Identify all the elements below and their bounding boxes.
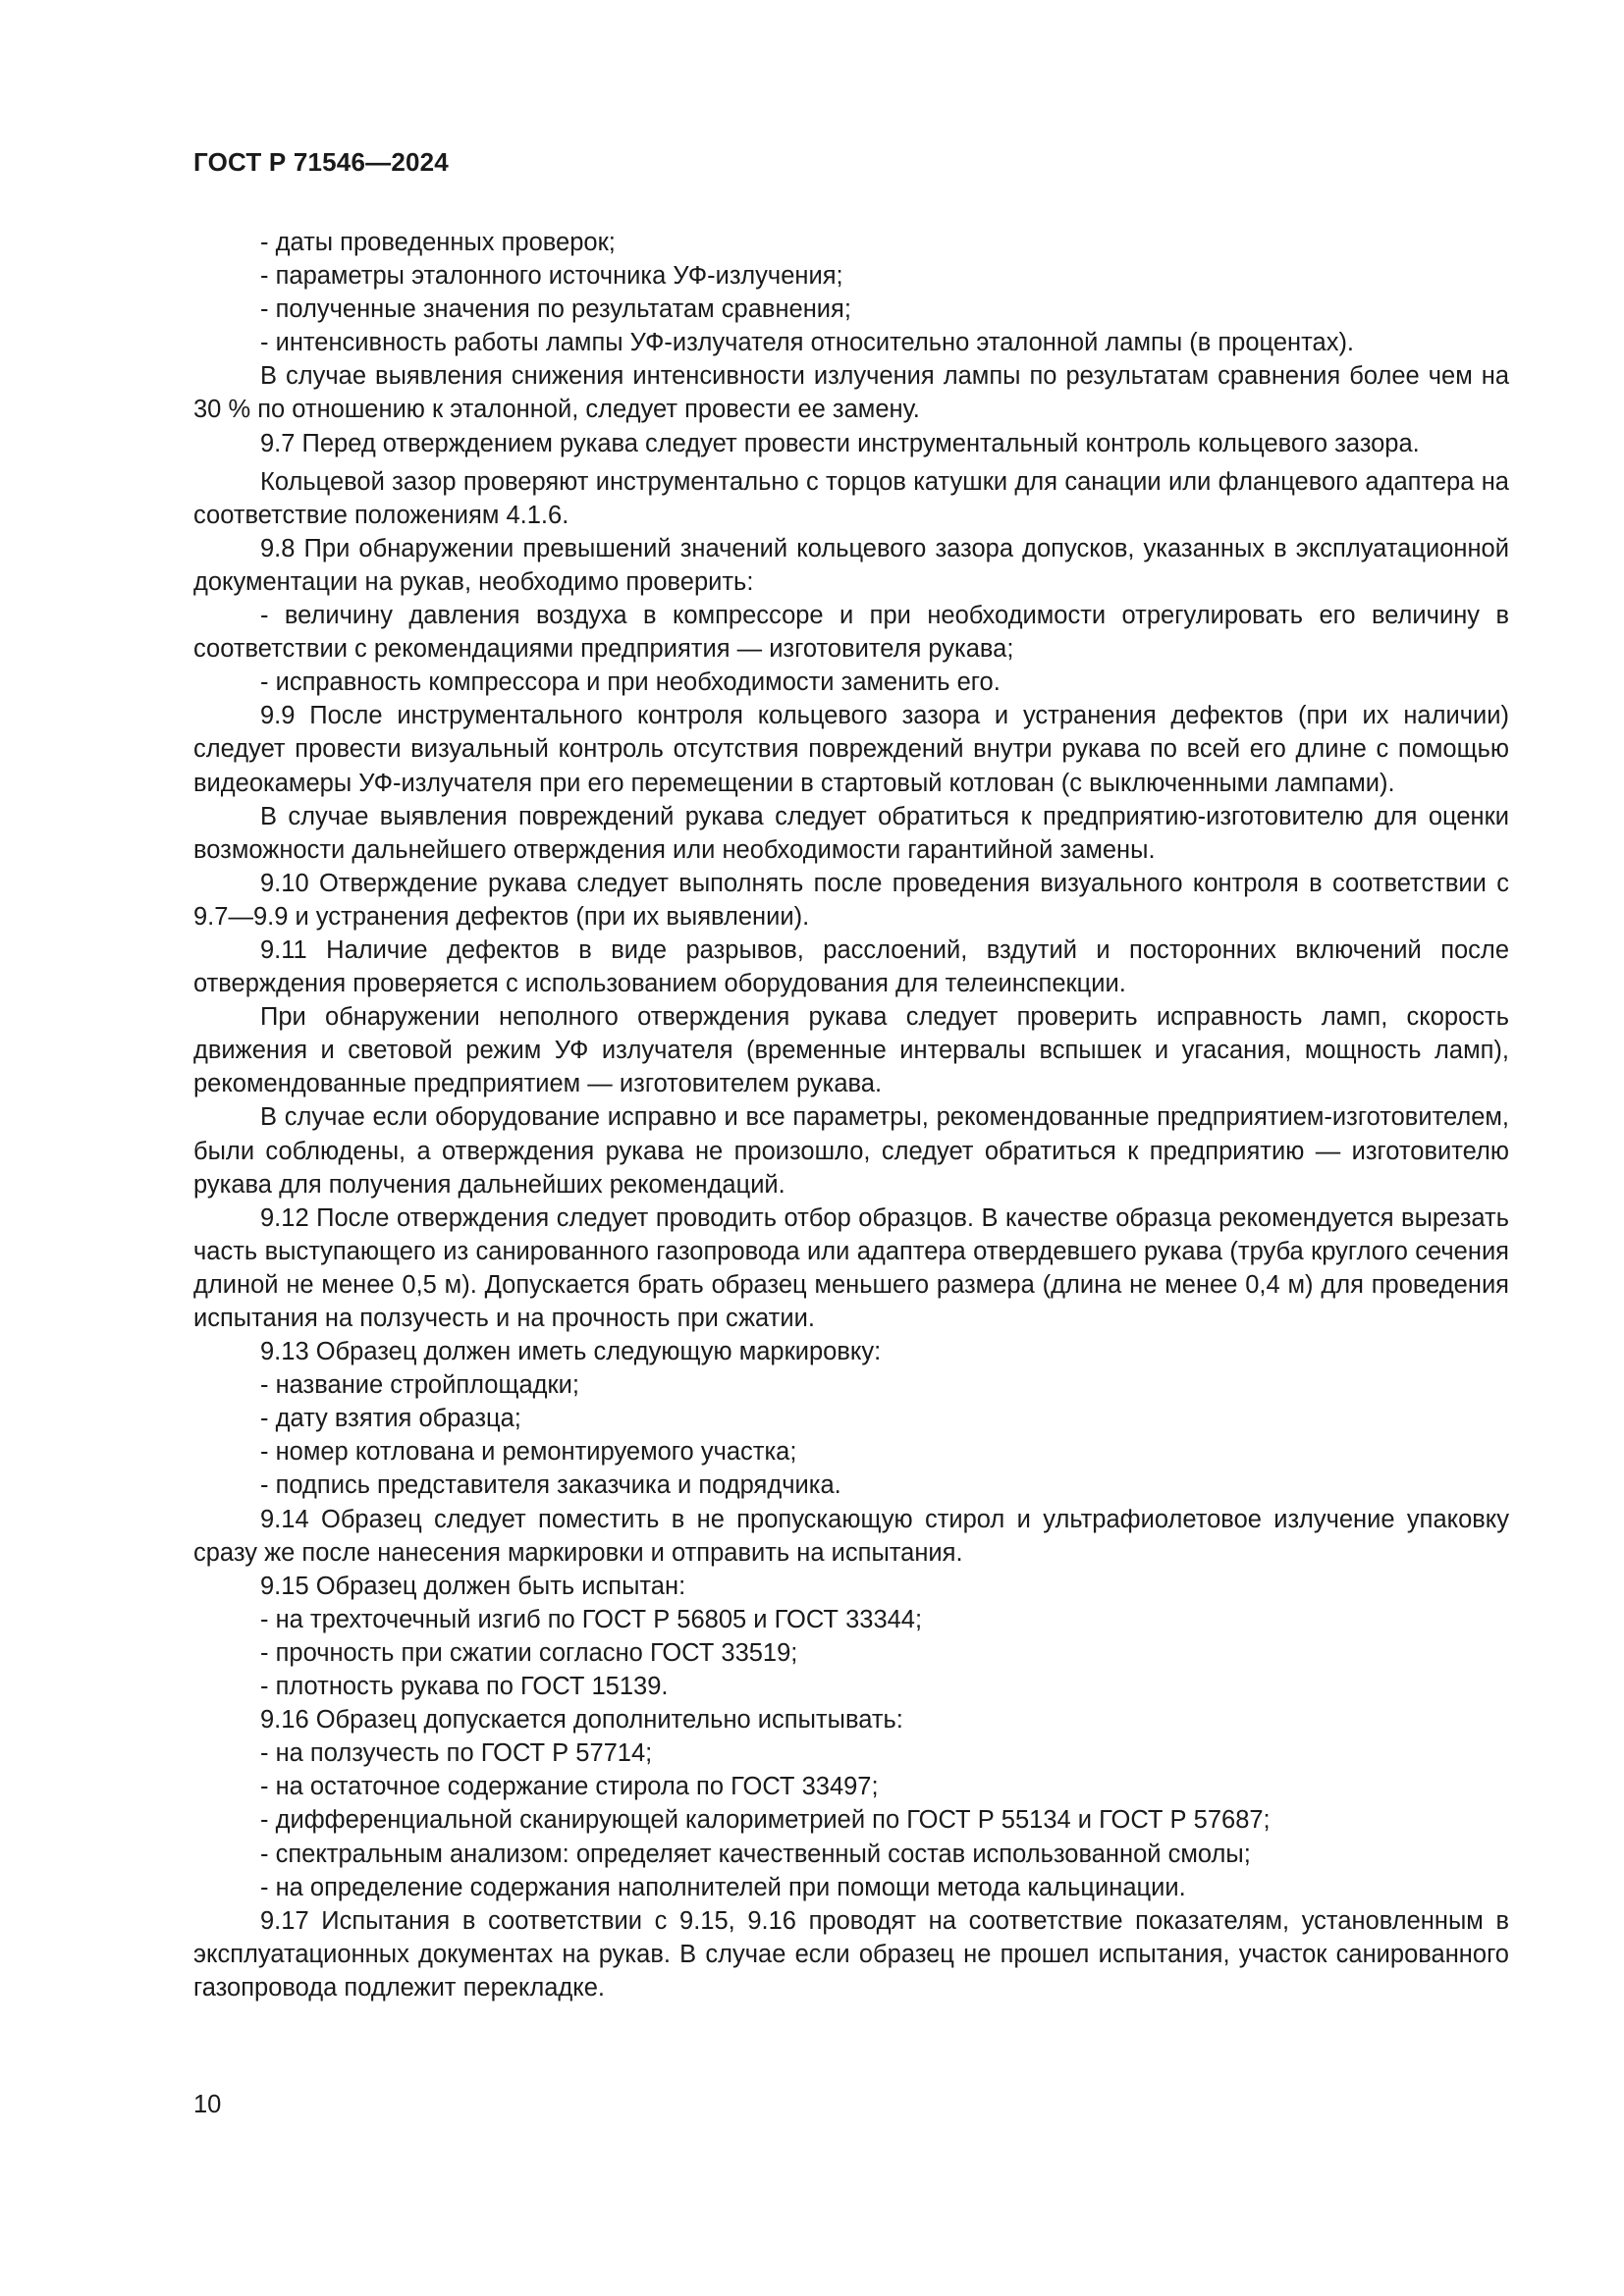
list-item: - прочность при сжатии согласно ГОСТ 33519; (260, 1638, 798, 1667)
paragraph: Кольцевой зазор проверяют инструментально с торцов катушки для санации или фланцевого адаптера на соответствие положениям 4.1.6. (193, 467, 1509, 529)
paragraph: В случае выявления повреждений рукава следует обратиться к предприятию-изготовителю для оценки возможности дальнейшего отверждения или необходимости гарантийной замены. (193, 802, 1509, 864)
clause-9-11: 9.11 Наличие дефектов в виде разрывов, расслоений, вздутий и посторонних включений после отверждения проверяется с использованием оборудования для телеинспекции. (193, 935, 1509, 998)
clause-9-8: 9.8 При обнаружении превышений значений кольцевого зазора допусков, указанных в эксплуатационной документации на рукав, необходимо проверить: (193, 534, 1509, 596)
clause-9-17: 9.17 Испытания в соответствии с 9.15, 9.16 проводят на соответствие показателям, установленным в эксплуатационных документах на рукав. В случае если образец не прошел испытания, участок санированного газопровода подлежит перекладке. (193, 1906, 1509, 2002)
list-item: - интенсивность работы лампы УФ-излучателя относительно эталонной лампы (в процентах). (260, 329, 1355, 357)
list-item: - дату взятия образца; (260, 1405, 521, 1433)
paragraph: При обнаружении неполного отверждения рукава следует проверить исправность ламп, скорость движения и световой режим УФ излучателя (временные интервалы вспышек и угасания, мощность ламп), рекомендованные предприятием — изготовителем рукава. (193, 1003, 1509, 1098)
clause-9-16: 9.16 Образец допускается дополнительно испытывать: (260, 1706, 903, 1735)
document-code-header: ГОСТ Р 71546—2024 (193, 147, 449, 177)
list-item: - подпись представителя заказчика и подрядчика. (260, 1471, 841, 1500)
clause-9-9: 9.9 После инструментального контроля кольцевого зазора и устранения дефектов (при их наличии) следует провести визуальный контроль отсутствия повреждений внутри рукава по всей его длине с помощью видеокамеры УФ-излучателя при его перемещении в стартовый котлован (с выключенными лампами). (193, 702, 1509, 797)
list-item: - величину давления воздуха в компрессоре и при необходимости отрегулировать его величину в соответствии с рекомендациями предприятия — изготовителя рукава; (193, 602, 1509, 664)
list-item: - на ползучесть по ГОСТ Р 57714; (260, 1739, 653, 1768)
list-item: - даты проведенных проверок; (260, 229, 616, 256)
list-item: - исправность компрессора и при необходимости заменить его. (260, 668, 1001, 697)
list-item: - дифференциальной сканирующей калориметрией по ГОСТ Р 55134 и ГОСТ Р 57687; (260, 1806, 1271, 1835)
page-number: 10 (193, 2091, 222, 2118)
clause-9-12: 9.12 После отверждения следует проводить отбор образцов. В качестве образца рекомендуется вырезать часть выступающего из санированного газопровода или адаптера отвердевшего рукава (труба круглого сечения длиной не менее 0,5 м). Допускается брать образец меньшего размера (длина не менее 0,4 м) для проведения испытания на ползучесть и на прочность при сжатии. (193, 1203, 1509, 1332)
list-item: - спектральным анализом: определяет качественный состав использованной смолы; (260, 1840, 1251, 1868)
clause-9-7: 9.7 Перед отверждением рукава следует провести инструментальный контроль кольцевого зазора. (260, 429, 1420, 457)
paragraph: В случае выявления снижения интенсивности излучения лампы по результатам сравнения более чем на 30 % по отношению к эталонной, следует провести ее замену. (193, 362, 1509, 424)
list-item: - название стройплощадки; (260, 1371, 580, 1400)
clause-9-14: 9.14 Образец следует поместить в не пропускающую стирол и ультрафиолетовое излучение упаковку сразу же после нанесения маркировки и отправить на испытания. (193, 1505, 1509, 1567)
list-item: - полученные значения по результатам сравнения; (260, 295, 851, 324)
clause-9-13: 9.13 Образец должен иметь следующую маркировку: (260, 1338, 882, 1366)
list-item: - номер котлована и ремонтируемого участка; (260, 1438, 797, 1467)
list-item: - плотность рукава по ГОСТ 15139. (260, 1673, 669, 1701)
list-item: - на трехточечный изгиб по ГОСТ Р 56805 и ГОСТ 33344; (260, 1605, 923, 1633)
list-item: - на остаточное содержание стирола по ГОСТ 33497; (260, 1773, 879, 1801)
list-item: - параметры эталонного источника УФ-излучения; (260, 262, 843, 291)
clause-9-15: 9.15 Образец должен быть испытан: (260, 1572, 686, 1600)
document-body (193, 226, 1509, 2004)
list-item: - на определение содержания наполнителей при помощи метода кальцинации. (260, 1873, 1186, 1901)
paragraph: В случае если оборудование исправно и все параметры, рекомендованные предприятием-изготовителем, были соблюдены, а отверждения рукава не произошло, следует обратиться к предприятию — изготовителю рукава для получения дальнейших рекомендаций. (193, 1103, 1509, 1199)
clause-9-10: 9.10 Отверждение рукава следует выполнять после проведения визуального контроля в соответствии с 9.7—9.9 и устранения дефектов (при их выявлении). (193, 869, 1509, 931)
